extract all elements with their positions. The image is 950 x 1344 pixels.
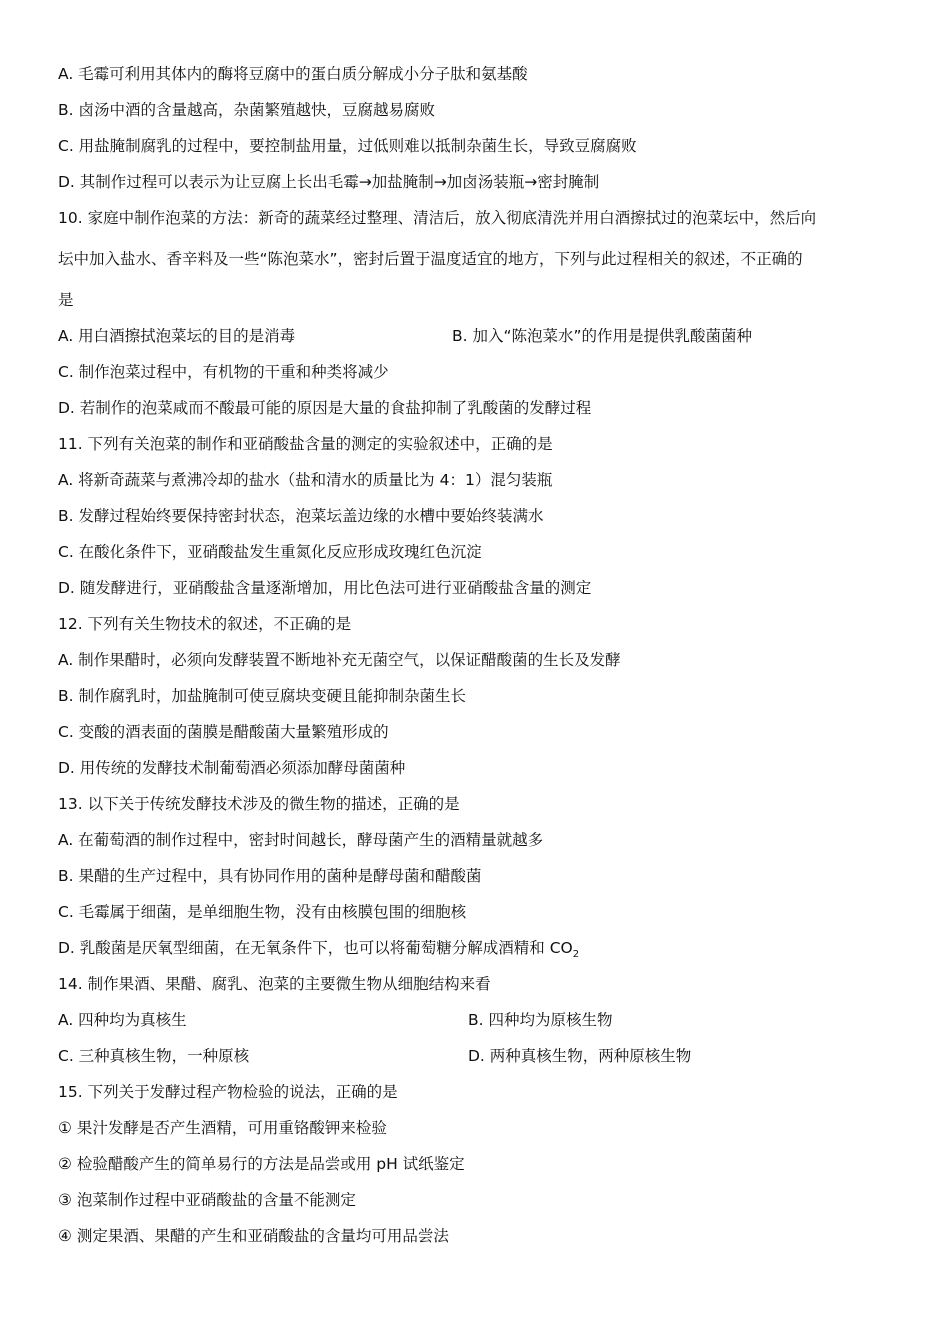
q14-option-d: D. 两种真核生物，两种原核生物 [468,1047,692,1065]
q9-option-a: A. 毛霉可利用其体内的酶将豆腐中的蛋白质分解成小分子肽和氨基酸 [58,65,528,83]
q12-option-b: B. 制作腐乳时，加盐腌制可使豆腐块变硬且能抑制杂菌生长 [58,687,466,705]
q12-option-c: C. 变酸的酒表面的菌膜是醋酸菌大量繁殖形成的 [58,723,389,741]
q12-option-d: D. 用传统的发酵技术制葡萄酒必须添加酵母菌菌种 [58,759,406,777]
q11-stem: 11. 下列有关泡菜的制作和亚硝酸盐含量的测定的实验叙述中，正确的是 [58,435,553,453]
q14-option-a: A. 四种均为真核生 [58,1011,187,1029]
q12-option-a: A. 制作果醋时，必须向发酵装置不断地补充无菌空气，以保证醋酸菌的生长及发酵 [58,651,621,669]
q11-option-c: C. 在酸化条件下，亚硝酸盐发生重氮化反应形成玫瑰红色沉淀 [58,543,482,561]
q13-option-d [58,937,579,966]
q15-item-1: ① 果汁发酵是否产生酒精，可用重铬酸钾来检验 [58,1119,387,1137]
q11-option-a: A. 将新奇蔬菜与煮沸冷却的盐水（盐和清水的质量比为 4：1）混匀装瓶 [58,471,553,489]
q9-option-d: D. 其制作过程可以表示为让豆腐上长出毛霉→加盐腌制→加卤汤装瓶→密封腌制 [58,173,600,191]
q10-option-d: D. 若制作的泡菜咸而不酸最可能的原因是大量的食盐抑制了乳酸菌的发酵过程 [58,399,592,417]
q15-stem: 15. 下列关于发酵过程产物检验的说法，正确的是 [58,1083,398,1101]
q10-stem-line2: 坛中加入盐水、香辛料及一些“陈泡菜水”，密封后置于温度适宜的地方，下列与此过程相关的叙述，不正确的 [58,250,803,268]
q13-option-c: C. 毛霉属于细菌，是单细胞生物，没有由核膜包围的细胞核 [58,903,467,921]
q13-stem: 13. 以下关于传统发酵技术涉及的微生物的描述，正确的是 [58,795,460,813]
q15-item-4: ④ 测定果酒、果醋的产生和亚硝酸盐的含量均可用品尝法 [58,1227,449,1245]
q13-option-d-subscript: 2 [572,949,580,961]
q9-option-c: C. 用盐腌制腐乳的过程中，要控制盐用量，过低则难以抵制杂菌生长，导致豆腐腐败 [58,137,637,155]
q15-item-3: ③ 泡菜制作过程中亚硝酸盐的含量不能测定 [58,1191,356,1209]
q14-option-c: C. 三种真核生物，一种原核 [58,1047,250,1065]
q11-option-d: D. 随发酵进行，亚硝酸盐含量逐渐增加，用比色法可进行亚硝酸盐含量的测定 [58,579,592,597]
q12-stem: 12. 下列有关生物技术的叙述，不正确的是 [58,615,352,633]
q9-option-b: B. 卤汤中酒的含量越高，杂菌繁殖越快，豆腐越易腐败 [58,101,435,119]
q13-option-d-text: D. 乳酸菌是厌氧型细菌，在无氧条件下，也可以将葡萄糖分解成酒精和 CO [58,939,573,957]
q10-stem-line1: 10. 家庭中制作泡菜的方法：新奇的蔬菜经过整理、清洁后，放入彻底清洗并用白酒擦拭过的泡菜坛中，然后向 [58,209,817,227]
q10-option-a: A. 用白酒擦拭泡菜坛的目的是消毒 [58,327,296,345]
q14-stem: 14. 制作果酒、果醋、腐乳、泡菜的主要微生物从细胞结构来看 [58,975,491,993]
q10-option-c: C. 制作泡菜过程中，有机物的干重和种类将减少 [58,363,389,381]
q13-option-a: A. 在葡萄酒的制作过程中，密封时间越长，酵母菌产生的酒精量就越多 [58,831,544,849]
q15-item-2: ② 检验醋酸产生的简单易行的方法是品尝或用 pH 试纸鉴定 [58,1155,465,1173]
q10-stem-line3: 是 [58,291,74,309]
q13-option-b: B. 果醋的生产过程中，具有协同作用的菌种是酵母菌和醋酸菌 [58,867,482,885]
q10-option-b: B. 加入“陈泡菜水”的作用是提供乳酸菌菌种 [452,327,753,345]
q14-option-b: B. 四种均为原核生物 [468,1011,613,1029]
q11-option-b: B. 发酵过程始终要保持密封状态，泡菜坛盖边缘的水槽中要始终装满水 [58,507,544,525]
